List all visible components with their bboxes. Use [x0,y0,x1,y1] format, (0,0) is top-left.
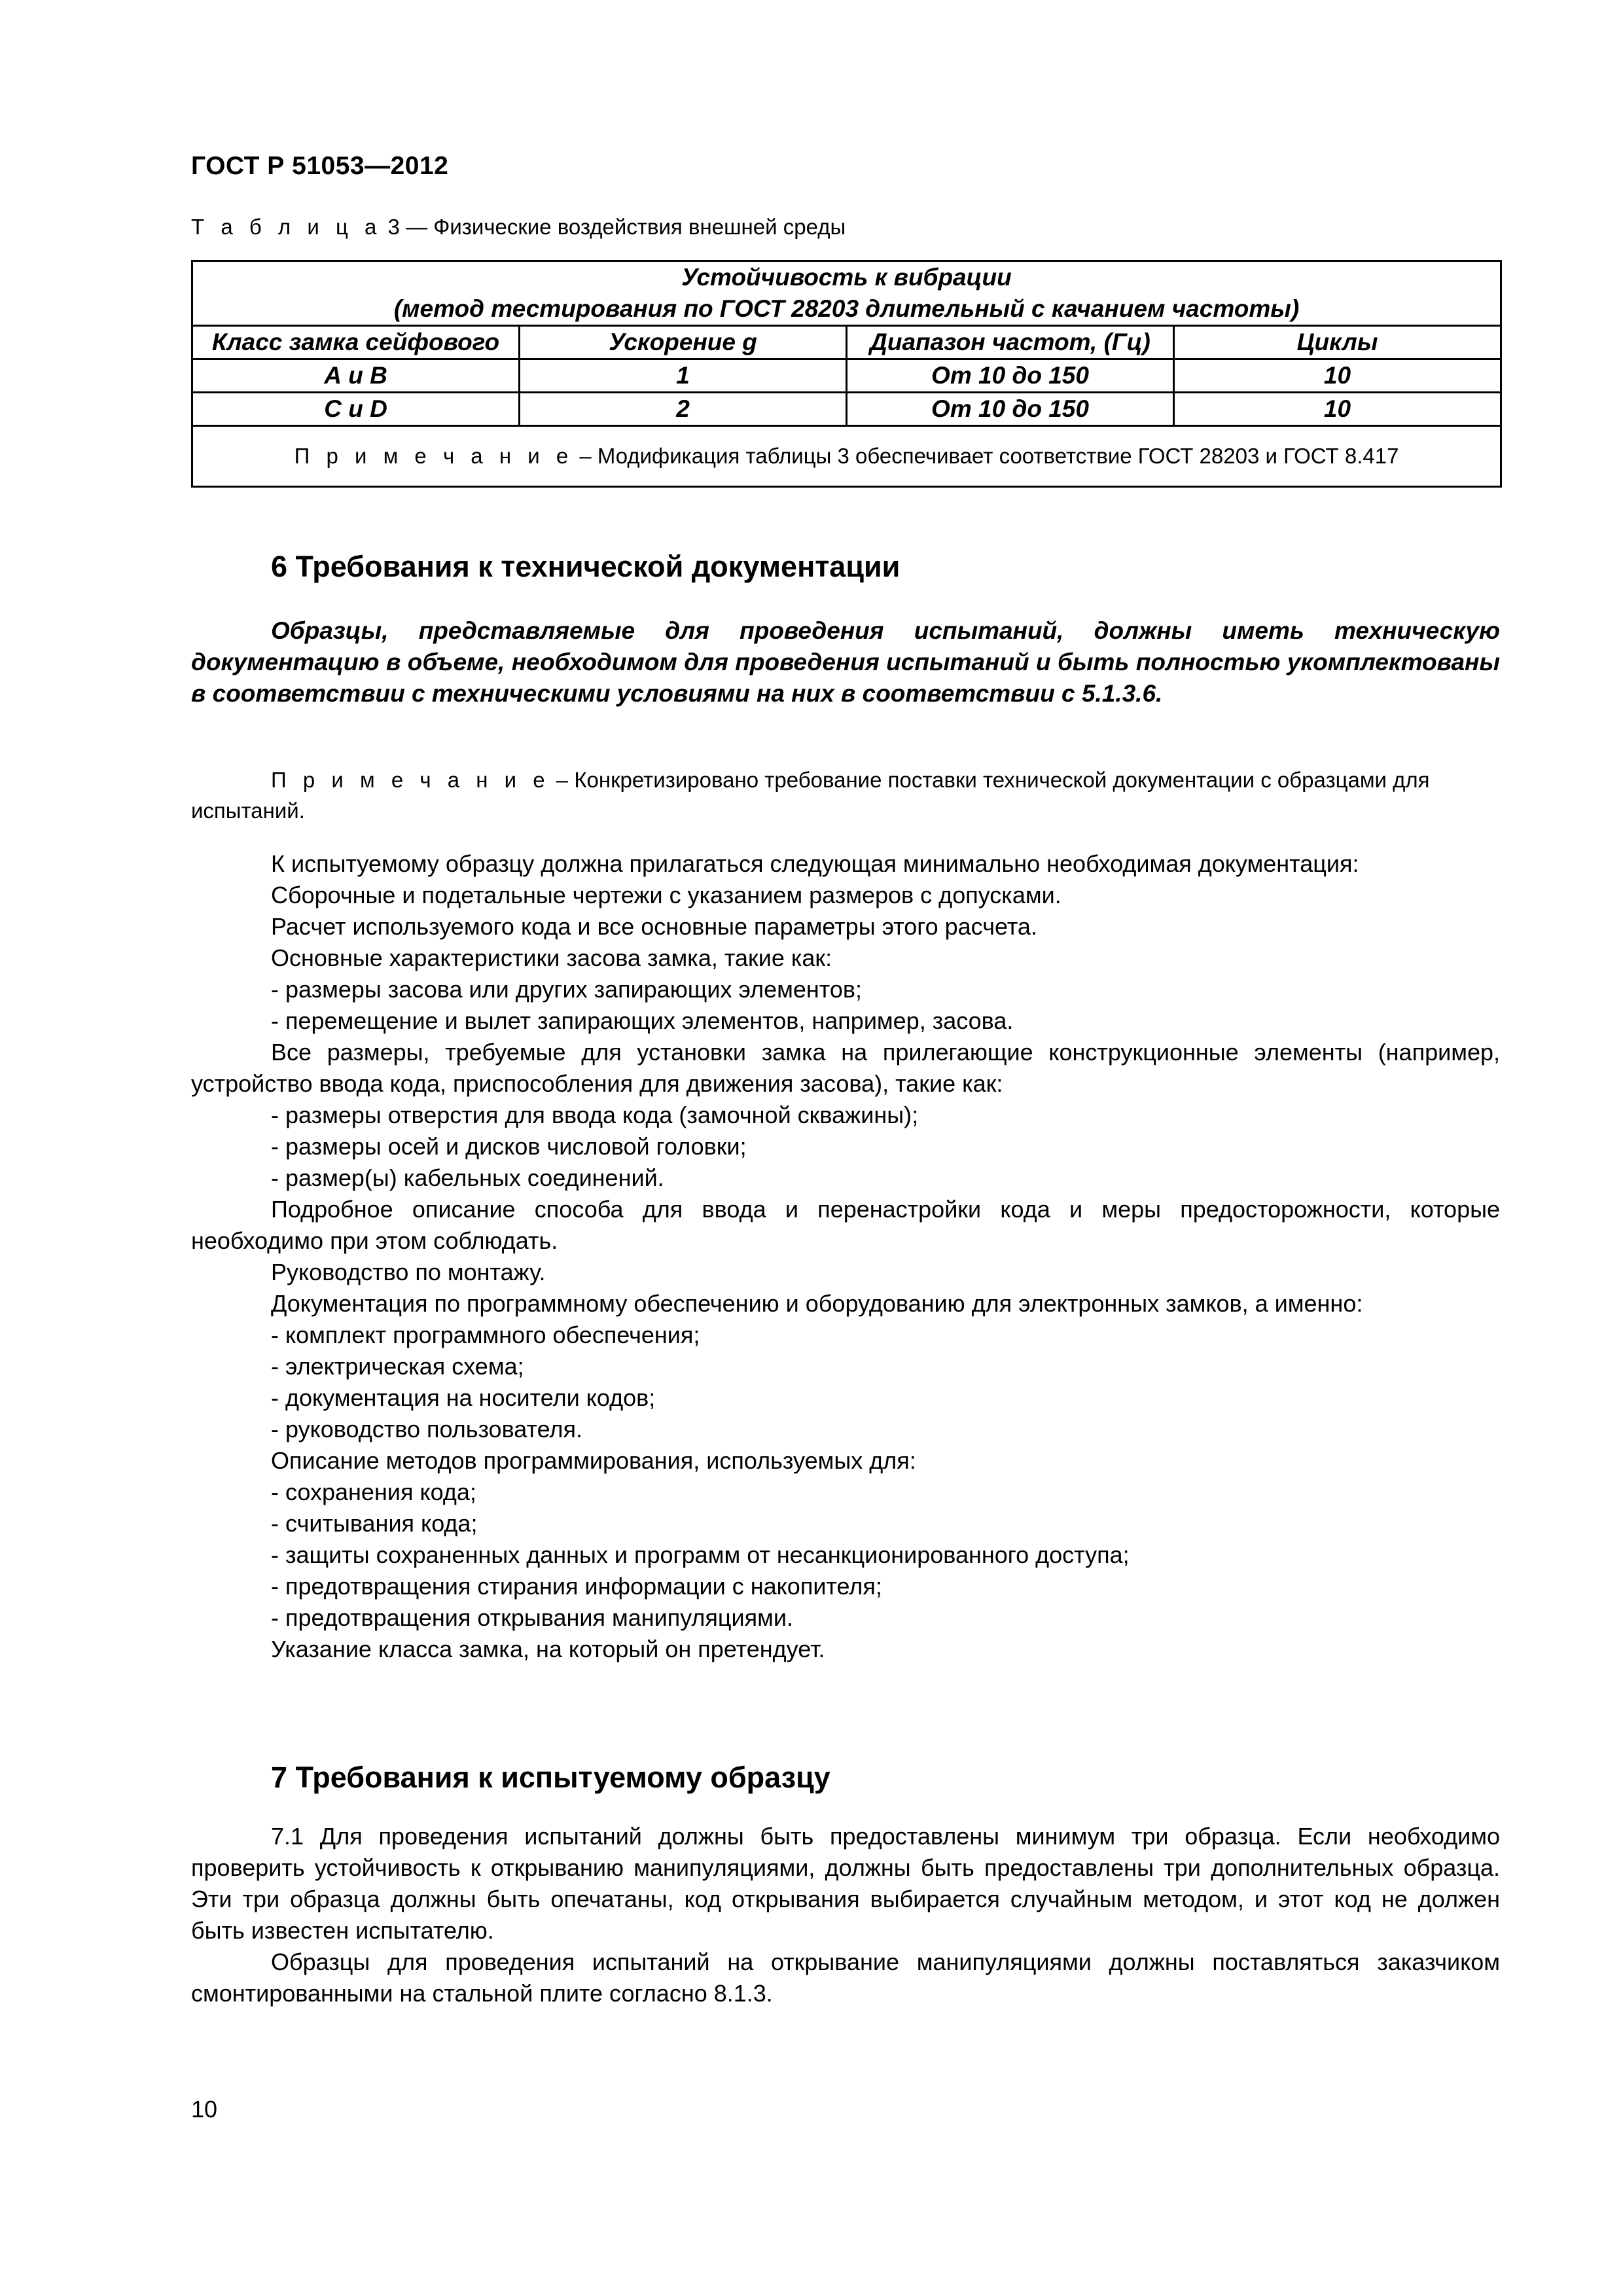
section-7-paragraph: 7.1 Для проведения испытаний должны быть предоставлены минимум три образца. Если необходимо проверить устойчивость к открыванию манипуляциями, должны быть предоставлены три дополнительных образца. Эти три образца должны быть опечатаны, код открывания выбирается случайным методом, и этот код не должен быть известен испытателю. [191,1823,1500,1944]
table-note-text: – Модификация таблицы 3 обеспечивает соответствие ГОСТ 28203 и ГОСТ 8.417 [573,444,1399,468]
list-item: Руководство по монтажу. [271,1259,546,1285]
list-item: Указание класса замка, на который он претендует. [271,1636,825,1662]
column-header: Ускорение g [520,326,847,359]
section-6-requirement: Образцы, представляемые для проведения испытаний, должны иметь техническую документацию в объеме, необходимом для проведения испытаний и быть полностью укомплектованы в соответствии с техническими условиями на них в соответствии с 5.1.3.6. [191,617,1500,707]
list-item: - размеры отверстия для ввода кода (замочной скважины); [271,1102,919,1128]
table-note-cell [192,426,1501,487]
list-item: - электрическая схема; [271,1353,524,1380]
table-title-line-1: Устойчивость к вибрации [681,264,1012,291]
table-cell: С и D [192,393,520,426]
list-item: Подробное описание способа для ввода и перенастройки кода и меры предосторожности, которые необходимо при этом соблюдать. [191,1196,1500,1254]
list-item: - размеры осей и дисков числовой головки; [271,1133,747,1160]
table-row [192,393,1501,426]
list-item: - размеры засова или других запирающих элементов; [271,976,862,1003]
table-title-row [192,261,1501,326]
column-header: Диапазон частот, (Гц) [847,326,1174,359]
list-item: Описание методов программирования, используемых для: [271,1447,916,1474]
table-caption-label: Т а б л и ц а [191,215,382,239]
list-item: - защиты сохраненных данных и программ от несанкционированного доступа; [271,1541,1130,1568]
table-caption-text: 3 — Физические воздействия внешней среды [382,215,846,239]
list-item: - документация на носители кодов; [271,1384,656,1411]
table-cell: 1 [520,359,847,393]
list-item: - размер(ы) кабельных соединений. [271,1164,664,1191]
list-item: К испытуемому образцу должна прилагаться следующая минимально необходимая документация: [271,850,1359,877]
list-item: Документация по программному обеспечению и оборудованию для электронных замков, а именно: [271,1290,1363,1317]
list-item: Основные характеристики засова замка, такие как: [271,944,832,971]
section-7-paragraph: Образцы для проведения испытаний на открывание манипуляциями должны поставляться заказчиком смонтированными на стальной плите согласно 8.1.3. [191,1948,1500,2007]
table-note-label: П р и м е ч а н и е [294,444,574,468]
list-item: - комплект программного обеспечения; [271,1321,700,1348]
table-row [192,359,1501,393]
list-item: - считывания кода; [271,1510,478,1537]
table-cell: 10 [1174,359,1501,393]
table-cell: 10 [1174,393,1501,426]
section-7-body [191,1821,1500,2009]
column-header: Класс замка сейфового [192,326,520,359]
page-number: 10 [191,2096,218,2123]
section-7-heading: 7 Требования к испытуемому образцу [271,1761,830,1794]
list-item: - сохранения кода; [271,1479,476,1505]
table-cell: От 10 до 150 [847,393,1174,426]
column-header: Циклы [1174,326,1501,359]
section-6-note-text: – Конкретизировано требование поставки технической документации с образцами для испытаний. [191,768,1430,823]
table-caption [191,215,846,240]
section-6-note [191,764,1500,826]
table-cell: 2 [520,393,847,426]
list-item: - перемещение и вылет запирающих элементов, например, засова. [271,1007,1014,1034]
list-item: Расчет используемого кода и все основные параметры этого расчета. [271,913,1037,940]
list-item: Сборочные и подетальные чертежи с указанием размеров с допусками. [271,882,1061,908]
documentation-list [191,848,1500,1665]
table-cell: От 10 до 150 [847,359,1174,393]
table-header-row [192,326,1501,359]
table-title-cell [192,261,1501,326]
section-6-note-label: П р и м е ч а н и е [271,768,550,792]
table-title-line-2: (метод тестирования по ГОСТ 28203 длительный с качанием частоты) [393,295,1300,322]
table-note-row [192,426,1501,487]
list-item: - предотвращения стирания информации с накопителя; [271,1573,882,1600]
list-item: - руководство пользователя. [271,1416,582,1443]
table-cell: А и В [192,359,520,393]
list-item: Все размеры, требуемые для установки замка на прилегающие конструкционные элементы (например, устройство ввода кода, приспособления для движения засова), такие как: [191,1039,1500,1097]
list-item: - предотвращения открывания манипуляциями. [271,1604,793,1631]
document-header: ГОСТ Р 51053—2012 [191,152,449,180]
table-3 [191,260,1500,488]
section-6-heading: 6 Требования к технической документации [271,550,901,583]
